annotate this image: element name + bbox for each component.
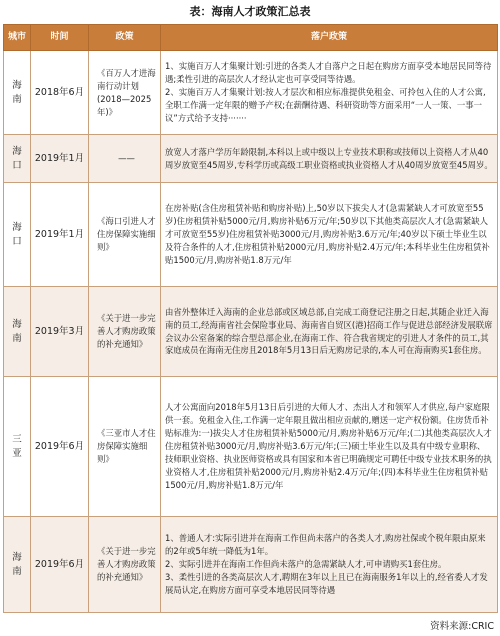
- cell-city: 三 亚: [4, 377, 31, 517]
- cell-policy: 《三亚市人才住房保障实施细则》: [89, 377, 161, 517]
- cell-policy: 《百万人才进海南行动计划(2018—2025年)》: [89, 51, 161, 135]
- cell-city: 海 南: [4, 287, 31, 377]
- cell-city: 海 口: [4, 183, 31, 287]
- cell-content: 由省外整体迁入海南的企业总部或区域总部,自完成工商登记注册之日起,其随企业迁入海南的员工,经海南省社会保险事业局、海南省自贸区(港)招商工作与促进总部经济发展联席会议办公室备案的综合型总部企业,在海南工作、符合我省规定的引进人才条件的员工,其家庭成员在海南无住房且2018年5月13日后无购房记录的,本人可在海南购买1套住房。: [161, 287, 498, 377]
- header-policy: 政策: [89, 25, 161, 51]
- cell-policy: 《关于进一步完善人才购房政策的补充通知》: [89, 517, 161, 613]
- table-row: [4, 377, 498, 517]
- cell-content: 1、实施百万人才集聚计划:引进的各类人才自落户之日起在购房方面享受本地居民同等待遇;柔性引进的高层次人才经认定也可享受同等待遇。 2、实施百万人才集聚计划:按人才层次和相应标准提供免租金、可拎包入住的人才公寓,全职工作满一定年限的赠予产权;在薪酬待遇、科研资助等方面采用“一人一策、一事一议”方式给予支持·······: [161, 51, 498, 135]
- cell-policy: 《海口引进人才住房保障实施细则》: [89, 183, 161, 287]
- cell-content: 在房补贴(含住房租赁补贴和购房补贴)上,50岁以下拔尖人才(急需紧缺人才可放宽至55岁)住房租赁补贴5000元/月,购房补贴6万元/年;50岁以下其他类高层次人才(急需紧缺人才可放宽至55岁)住房租赁补贴3000元/月,购房补贴3.6万元/年;40岁以下硕士毕业生以及符合条件的人才,住房租赁补贴2000元/月,购房补贴2.4万元/年;本科毕业生住房租赁补贴1500元/月,购房补贴1.8万元/年: [161, 183, 498, 287]
- table-header-row: [4, 25, 498, 51]
- policy-table: [3, 24, 498, 613]
- table-row: [4, 135, 498, 183]
- cell-content: 人才公寓面向2018年5月13日后引进的大师人才、杰出人才和领军人才供应,每户家庭限供一套。免租金入住,工作满一定年限且做出相应贡献的,赠送一定产权份额。住房货币补贴标准为:一)拔尖人才住房租赁补贴5000元/月,购房补贴6万元/年;(二)其他类高层次人才住房租赁补贴3000元/月,购房补贴3.6万元/年;(三)硕士毕业生以及具有中级专业职称、技师职业资格、执业医师资格或具有国家和本省已明确规定可聘任中级专业技术职务的执业资格人才,住房租赁补贴2000元/月,购房补贴2.4万元/年;(四)本科毕业生住房租赁补贴1500元/月,购房补贴1.8万元/年: [161, 377, 498, 517]
- cell-policy: ——: [89, 135, 161, 183]
- cell-city: 海 口: [4, 135, 31, 183]
- cell-content: 放宽人才落户学历年龄限制,本科以上或中级以上专业技术职称或技师以上资格人才从40周岁放宽至45周岁,专科学历或高级工职业资格或执业资格人才从40周岁放宽至45周岁。: [161, 135, 498, 183]
- cell-time: 2018年6月: [31, 51, 89, 135]
- cell-time: 2019年6月: [31, 517, 89, 613]
- table-row: [4, 51, 498, 135]
- header-time: 时间: [31, 25, 89, 51]
- table-row: [4, 287, 498, 377]
- cell-time: 2019年6月: [31, 377, 89, 517]
- header-content: 落户政策: [161, 25, 498, 51]
- source-note: 资料来源:CRIC: [430, 621, 494, 632]
- cell-content: 1、普通人才:实际引进并在海南工作但尚未落户的各类人才,购房社保或个税年限由原来的2年或5年统一降低为1年。 2、实际引进并在海南工作但尚未落户的急需紧缺人才,可申请购买1套住房。 3、柔性引进的各类高层次人才,聘期在3年以上且已在海南服务1年以上的,经省委人才发展局认定,在购房方面可享受本地居民同等待遇: [161, 517, 498, 613]
- page-title: 表：海南人才政策汇总表: [189, 5, 311, 18]
- table-row: [4, 517, 498, 613]
- header-city: 城市: [4, 25, 31, 51]
- cell-city: 海 南: [4, 51, 31, 135]
- cell-city: 海 南: [4, 517, 31, 613]
- cell-policy: 《关于进一步完善人才购房政策的补充通知》: [89, 287, 161, 377]
- cell-time: 2019年1月: [31, 183, 89, 287]
- cell-time: 2019年3月: [31, 287, 89, 377]
- table-row: [4, 183, 498, 287]
- cell-time: 2019年1月: [31, 135, 89, 183]
